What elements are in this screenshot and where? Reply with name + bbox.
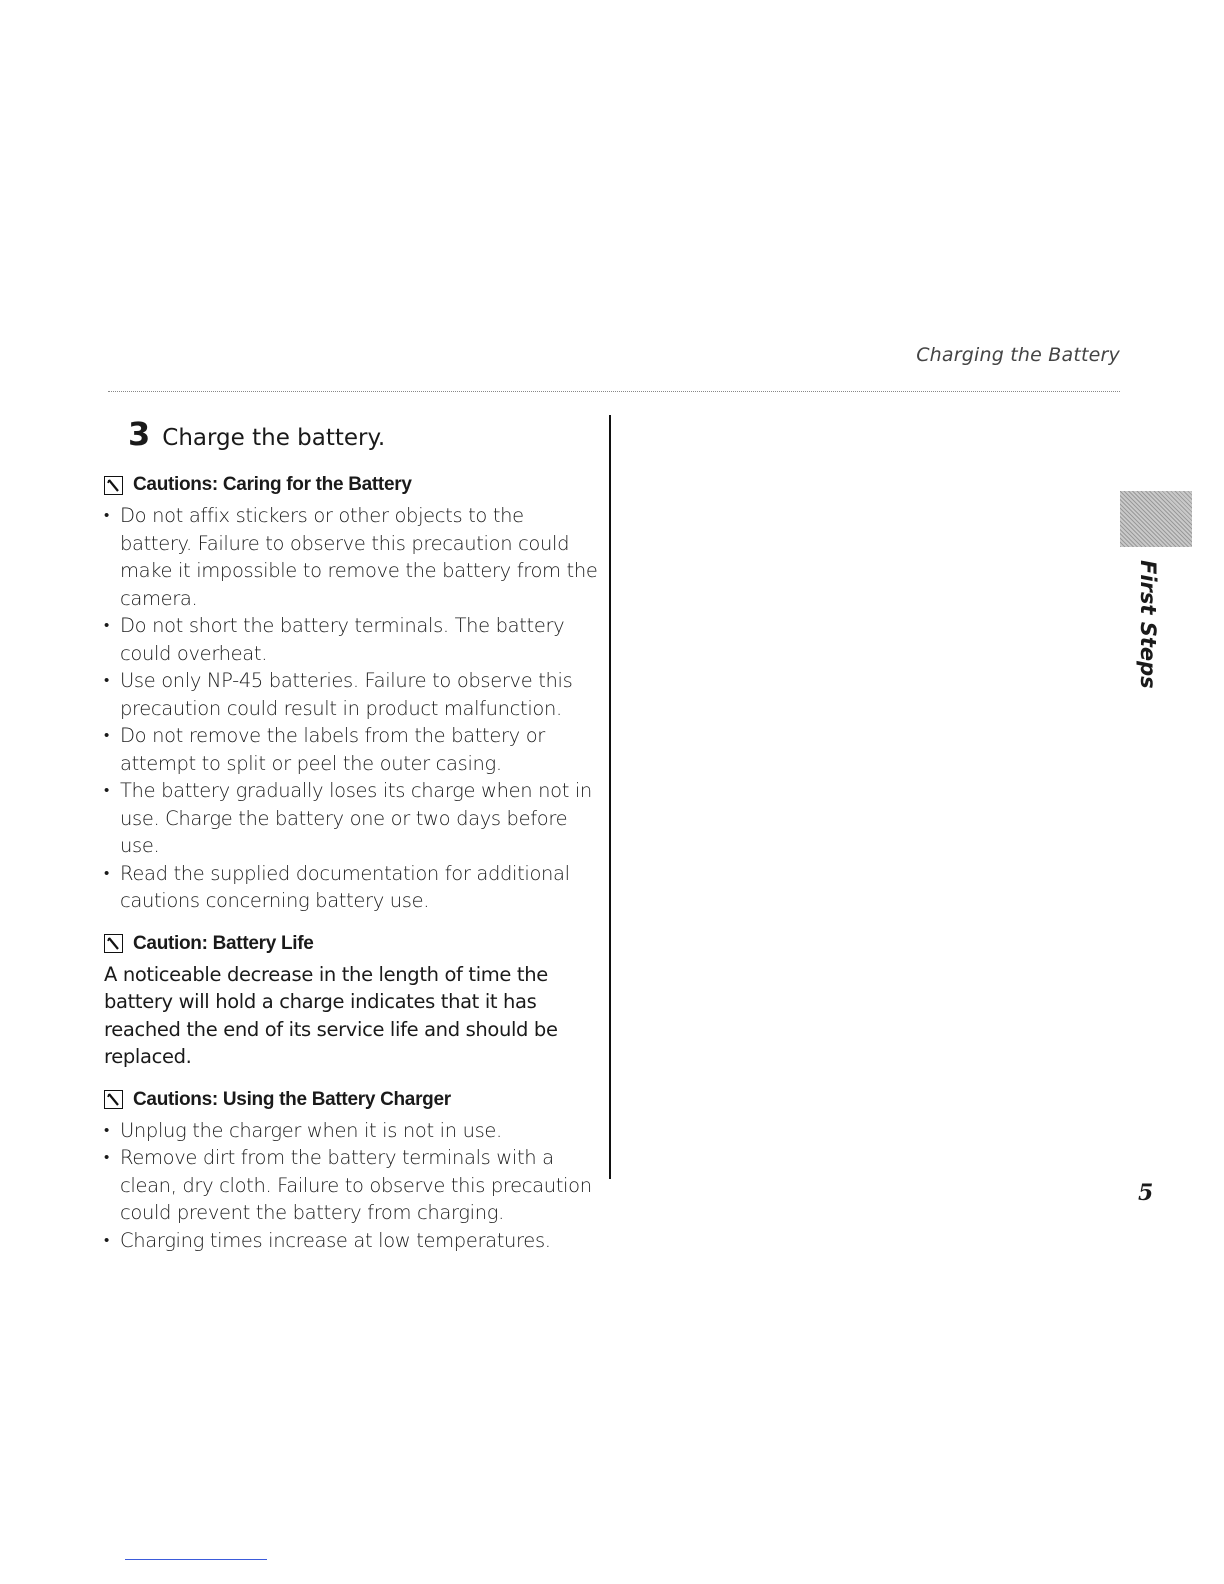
list-item: • Use only NP-45 batteries. Failure to observe this precaution could result in product malfunction. <box>104 667 599 722</box>
caution-block-charger <box>104 1087 599 1255</box>
list-item: • Read the supplied documentation for additional cautions concerning battery use. <box>104 860 599 915</box>
caution-title <box>104 1087 599 1113</box>
caution-paragraph: A noticeable decrease in the length of time the battery will hold a charge indicates that it has reached the end of its service life and should be replaced. <box>104 962 558 1068</box>
header-divider <box>108 391 1120 392</box>
list-item: • Do not remove the labels from the battery or attempt to split or peel the outer casing. <box>104 722 599 777</box>
caution-list <box>104 1117 599 1255</box>
step-number: 3 <box>128 415 151 453</box>
caution-icon <box>104 476 123 495</box>
caution-title-text: Cautions: Using the Battery Charger <box>133 1088 451 1110</box>
step-text: Charge the battery. <box>162 425 386 451</box>
list-item: • Remove dirt from the battery terminals with a clean, dry cloth. Failure to observe this precaution could prevent the battery from charging. <box>104 1144 599 1227</box>
page-number: 5 <box>1138 1180 1154 1206</box>
caution-icon <box>104 1090 123 1109</box>
list-item: • Do not affix stickers or other objects to the battery. Failure to observe this precaution could make it impossible to remove the battery from the camera. <box>104 502 599 612</box>
bottom-link-underline <box>125 1559 267 1560</box>
caution-icon <box>104 934 123 953</box>
section-tab-label <box>1132 560 1162 689</box>
column-divider <box>609 415 611 1179</box>
caution-block-battery-life <box>104 931 599 1071</box>
caution-title-text: Caution: Battery Life <box>133 932 314 954</box>
caution-title <box>104 472 599 498</box>
list-item: • The battery gradually loses its charge when not in use. Charge the battery one or two days before use. <box>104 777 599 860</box>
list-item: • Charging times increase at low temperatures. <box>104 1227 599 1255</box>
caution-list <box>104 502 599 915</box>
list-item: • Do not short the battery terminals. The battery could overheat. <box>104 612 599 667</box>
running-header: Charging the Battery <box>916 344 1120 366</box>
section-tab-marker <box>1120 491 1192 547</box>
list-item: • Unplug the charger when it is not in use. <box>104 1117 599 1145</box>
step-heading <box>128 414 599 458</box>
caution-title-text: Cautions: Caring for the Battery <box>133 474 412 495</box>
caution-title <box>104 931 599 957</box>
caution-block-caring <box>104 472 599 915</box>
main-column <box>104 408 599 1254</box>
section-tab-text: First Steps <box>1136 560 1160 689</box>
